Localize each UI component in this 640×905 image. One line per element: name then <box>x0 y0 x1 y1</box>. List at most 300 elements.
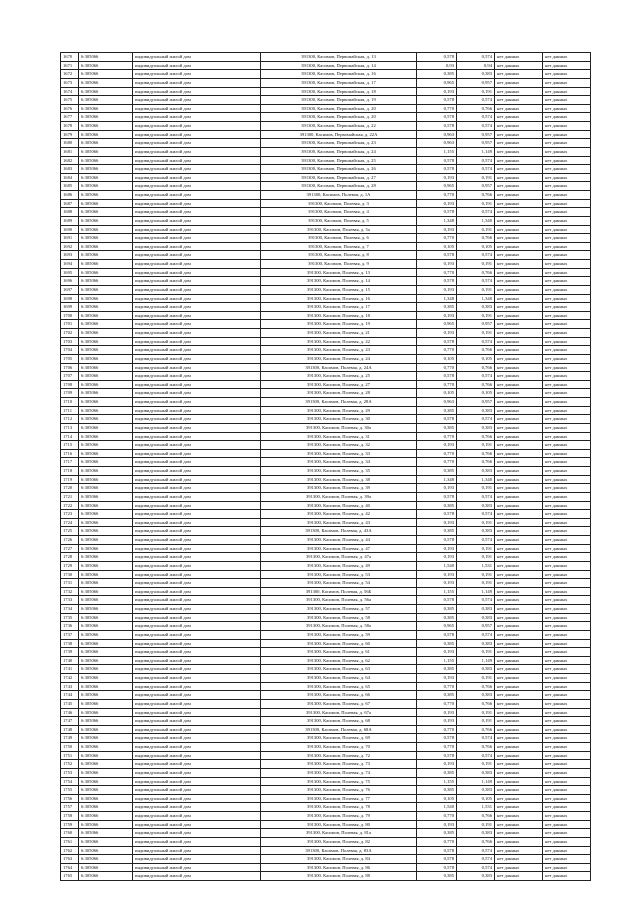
value-1-cell: 0,578 <box>417 846 457 855</box>
status-1-cell: нет данных <box>495 122 543 131</box>
status-1-cell: нет данных <box>495 268 543 277</box>
table-row <box>61 717 591 726</box>
value-2-cell: 0,574 <box>457 536 495 545</box>
building-type-cell: индивидуальный жилой дом <box>133 743 261 752</box>
table-row <box>61 320 591 329</box>
address-cell: 391300, Касимов, Полевая, д. 33 <box>261 449 417 458</box>
building-type-cell: индивидуальный жилой дом <box>133 518 261 527</box>
row-number-cell: 1751 <box>61 751 79 760</box>
status-2-cell: нет данных <box>543 78 591 87</box>
building-type-cell: индивидуальный жилой дом <box>133 544 261 553</box>
cadastral-code-cell: 6:305066 <box>79 587 133 596</box>
status-2-cell: нет данных <box>543 294 591 303</box>
status-2-cell: нет данных <box>543 96 591 105</box>
value-1-cell: 0,193 <box>417 760 457 769</box>
value-2-cell: 0,105 <box>457 794 495 803</box>
status-2-cell: нет данных <box>543 329 591 338</box>
cadastral-code-cell: 6:305066 <box>79 165 133 174</box>
status-1-cell: нет данных <box>495 855 543 864</box>
value-2-cell: 0,191 <box>457 553 495 562</box>
value-1-cell: 1,155 <box>417 777 457 786</box>
building-type-cell: индивидуальный жилой дом <box>133 346 261 355</box>
value-2-cell: 1,531 <box>457 561 495 570</box>
status-1-cell: нет данных <box>495 544 543 553</box>
building-type-cell: индивидуальный жилой дом <box>133 596 261 605</box>
value-2-cell: 0,191 <box>457 260 495 269</box>
address-cell: 391300, Касимов, Полевая, д. 5 <box>261 216 417 225</box>
status-1-cell: нет данных <box>495 96 543 105</box>
value-1-cell: 0,385 <box>417 691 457 700</box>
address-cell: 391300, Касимов, Полевая, д. 21 <box>261 329 417 338</box>
table-row <box>61 510 591 519</box>
value-1-cell: 0,578 <box>417 251 457 260</box>
building-type-cell: индивидуальный жилой дом <box>133 96 261 105</box>
value-1-cell: 0,385 <box>417 786 457 795</box>
building-type-cell: индивидуальный жилой дом <box>133 61 261 70</box>
status-1-cell: нет данных <box>495 527 543 536</box>
address-cell: 391300, Касимов, Полевая, д. 73 <box>261 760 417 769</box>
value-1-cell: 0,770 <box>417 268 457 277</box>
value-1-cell: 0,193 <box>417 570 457 579</box>
row-number-cell: 1763 <box>61 855 79 864</box>
value-2-cell: 0,766 <box>457 380 495 389</box>
row-number-cell: 1680 <box>61 139 79 148</box>
cadastral-code-cell: 6:305066 <box>79 768 133 777</box>
value-1-cell: 0,193 <box>417 553 457 562</box>
status-1-cell: нет данных <box>495 674 543 683</box>
value-2-cell: 0,574 <box>457 630 495 639</box>
status-1-cell: нет данных <box>495 78 543 87</box>
value-2-cell: 0,574 <box>457 251 495 260</box>
table-row <box>61 699 591 708</box>
cadastral-code-cell: 6:305066 <box>79 458 133 467</box>
building-type-cell: индивидуальный жилой дом <box>133 768 261 777</box>
building-type-cell: индивидуальный жилой дом <box>133 872 261 881</box>
row-number-cell: 1715 <box>61 441 79 450</box>
address-cell: 391300, Касимов, Полевая, д. 18 <box>261 311 417 320</box>
status-1-cell: нет данных <box>495 441 543 450</box>
table-row <box>61 268 591 277</box>
address-cell: 391300, Касимов, Полевая, д. 17 <box>261 303 417 312</box>
building-type-cell: индивидуальный жилой дом <box>133 70 261 79</box>
value-2-cell: 0,383 <box>457 665 495 674</box>
value-2-cell: 0,191 <box>457 199 495 208</box>
status-2-cell: нет данных <box>543 544 591 553</box>
status-1-cell: нет данных <box>495 760 543 769</box>
value-2-cell: 0,957 <box>457 139 495 148</box>
status-2-cell: нет данных <box>543 251 591 260</box>
table-row <box>61 441 591 450</box>
building-type-cell: индивидуальный жилой дом <box>133 622 261 631</box>
row-number-cell: 1747 <box>61 717 79 726</box>
value-2-cell: 0,105 <box>457 389 495 398</box>
status-1-cell: нет данных <box>495 398 543 407</box>
address-cell: 391300, Касимов, Полевая, д. 43 <box>261 518 417 527</box>
row-number-cell: 1753 <box>61 768 79 777</box>
cadastral-code-cell: 6:305066 <box>79 501 133 510</box>
value-1-cell: 0,385 <box>417 70 457 79</box>
table-row <box>61 725 591 734</box>
cadastral-code-cell: 6:305066 <box>79 674 133 683</box>
building-type-cell: индивидуальный жилой дом <box>133 751 261 760</box>
status-2-cell: нет данных <box>543 708 591 717</box>
status-1-cell: нет данных <box>495 147 543 156</box>
value-1-cell: 0,578 <box>417 630 457 639</box>
value-2-cell: 0,191 <box>457 708 495 717</box>
value-1-cell: 0,578 <box>417 122 457 131</box>
table-row <box>61 354 591 363</box>
status-1-cell: нет данных <box>495 872 543 881</box>
status-1-cell: нет данных <box>495 346 543 355</box>
table-row <box>61 501 591 510</box>
address-cell: 391300, Касимов, Полевая, д. 80 <box>261 820 417 829</box>
status-2-cell: нет данных <box>543 406 591 415</box>
address-cell: 391300, Касимов, Полевая, д. 56Б <box>261 587 417 596</box>
building-type-cell: индивидуальный жилой дом <box>133 639 261 648</box>
status-1-cell: нет данных <box>495 234 543 243</box>
status-2-cell: нет данных <box>543 536 591 545</box>
building-type-cell: индивидуальный жилой дом <box>133 863 261 872</box>
row-number-cell: 1681 <box>61 147 79 156</box>
address-cell: 391300, Касимов, Полевая, д. 3 <box>261 199 417 208</box>
status-1-cell: нет данных <box>495 104 543 113</box>
value-2-cell: 0,383 <box>457 691 495 700</box>
value-2-cell: 0,191 <box>457 329 495 338</box>
value-2-cell: 0,191 <box>457 173 495 182</box>
value-2-cell: 0,191 <box>457 579 495 588</box>
address-cell: 391300, Касимов, Полевая, д. 69 <box>261 734 417 743</box>
row-number-cell: 1740 <box>61 656 79 665</box>
cadastral-code-cell: 6:305066 <box>79 303 133 312</box>
cadastral-code-cell: 6:305066 <box>79 682 133 691</box>
status-1-cell: нет данных <box>495 596 543 605</box>
row-number-cell: 1743 <box>61 682 79 691</box>
table-row <box>61 329 591 338</box>
cadastral-code-cell: 6:305066 <box>79 510 133 519</box>
building-type-cell: индивидуальный жилой дом <box>133 242 261 251</box>
building-type-cell: индивидуальный жилой дом <box>133 104 261 113</box>
status-2-cell: нет данных <box>543 665 591 674</box>
row-number-cell: 1683 <box>61 165 79 174</box>
cadastral-code-cell: 6:305066 <box>79 484 133 493</box>
building-type-cell: индивидуальный жилой дом <box>133 777 261 786</box>
status-1-cell: нет данных <box>495 630 543 639</box>
cadastral-code-cell: 6:305066 <box>79 199 133 208</box>
cadastral-code-cell: 6:305066 <box>79 863 133 872</box>
value-1-cell: 1,155 <box>417 147 457 156</box>
building-type-cell: индивидуальный жилой дом <box>133 734 261 743</box>
table-row <box>61 173 591 182</box>
status-2-cell: нет данных <box>543 113 591 122</box>
value-2-cell: 0,957 <box>457 398 495 407</box>
status-2-cell: нет данных <box>543 165 591 174</box>
row-number-cell: 1736 <box>61 622 79 631</box>
status-1-cell: нет данных <box>495 130 543 139</box>
cadastral-code-cell: 6:305066 <box>79 743 133 752</box>
row-number-cell: 1707 <box>61 372 79 381</box>
row-number-cell: 1756 <box>61 794 79 803</box>
table-row <box>61 665 591 674</box>
building-type-cell: индивидуальный жилой дом <box>133 268 261 277</box>
row-number-cell: 1726 <box>61 536 79 545</box>
cadastral-code-cell: 6:305066 <box>79 354 133 363</box>
table-row <box>61 596 591 605</box>
table-row <box>61 78 591 87</box>
cadastral-code-cell: 6:305066 <box>79 630 133 639</box>
building-type-cell: индивидуальный жилой дом <box>133 484 261 493</box>
value-1-cell: 0,93 <box>417 61 457 70</box>
value-2-cell: 0,574 <box>457 96 495 105</box>
building-type-cell: индивидуальный жилой дом <box>133 329 261 338</box>
row-number-cell: 1699 <box>61 303 79 312</box>
status-1-cell: нет данных <box>495 682 543 691</box>
cadastral-code-cell: 6:305066 <box>79 855 133 864</box>
row-number-cell: 1712 <box>61 415 79 424</box>
address-cell: 391300, Касимов, Первомайская, д. 28 <box>261 182 417 191</box>
row-number-cell: 1741 <box>61 665 79 674</box>
value-1-cell: 0,193 <box>417 225 457 234</box>
row-number-cell: 1708 <box>61 380 79 389</box>
status-2-cell: нет данных <box>543 803 591 812</box>
value-1-cell: 0,578 <box>417 165 457 174</box>
building-type-cell: индивидуальный жилой дом <box>133 794 261 803</box>
building-type-cell: индивидуальный жилой дом <box>133 605 261 614</box>
address-cell: 391300, Касимов, Полевая, д. 78 <box>261 803 417 812</box>
table-row <box>61 104 591 113</box>
status-1-cell: нет данных <box>495 777 543 786</box>
address-cell: 391300, Касимов, Полевая, д. 47а <box>261 553 417 562</box>
cadastral-code-cell: 6:305066 <box>79 570 133 579</box>
status-2-cell: нет данных <box>543 87 591 96</box>
status-2-cell: нет данных <box>543 191 591 200</box>
table-row <box>61 863 591 872</box>
cadastral-code-cell: 6:305066 <box>79 561 133 570</box>
address-cell: 391300, Касимов, Полевая, д. 57 <box>261 605 417 614</box>
value-2-cell: 0,383 <box>457 872 495 881</box>
value-1-cell: 0,193 <box>417 717 457 726</box>
value-2-cell: 0,574 <box>457 415 495 424</box>
cadastral-code-cell: 6:305066 <box>79 251 133 260</box>
building-type-cell: индивидуальный жилой дом <box>133 225 261 234</box>
address-cell: 391300, Касимов, Полевая, д. 24 <box>261 354 417 363</box>
status-1-cell: нет данных <box>495 113 543 122</box>
building-type-cell: индивидуальный жилой дом <box>133 380 261 389</box>
building-type-cell: индивидуальный жилой дом <box>133 182 261 191</box>
building-type-cell: индивидуальный жилой дом <box>133 717 261 726</box>
value-1-cell: 0,385 <box>417 406 457 415</box>
table-row <box>61 122 591 131</box>
building-type-cell: индивидуальный жилой дом <box>133 311 261 320</box>
building-type-cell: индивидуальный жилой дом <box>133 527 261 536</box>
row-number-cell: 1717 <box>61 458 79 467</box>
value-1-cell: 0,578 <box>417 510 457 519</box>
cadastral-code-cell: 6:305066 <box>79 406 133 415</box>
address-cell: 391300, Касимов, Полевая, д. 31 <box>261 432 417 441</box>
row-number-cell: 1761 <box>61 837 79 846</box>
table-row <box>61 777 591 786</box>
value-1-cell: 0,578 <box>417 372 457 381</box>
row-number-cell: 1673 <box>61 78 79 87</box>
table-row <box>61 285 591 294</box>
status-1-cell: нет данных <box>495 156 543 165</box>
address-cell: 391300, Касимов, Первомайская, д. 20 <box>261 104 417 113</box>
cadastral-code-cell: 6:305066 <box>79 372 133 381</box>
address-cell: 391300, Касимов, Полевая, д. 8 <box>261 251 417 260</box>
value-2-cell: 0,191 <box>457 648 495 657</box>
value-1-cell: 0,105 <box>417 354 457 363</box>
address-cell: 391300, Касимов, Полевая, д. 22 <box>261 337 417 346</box>
status-2-cell: нет данных <box>543 829 591 838</box>
row-number-cell: 1721 <box>61 492 79 501</box>
value-2-cell: 1,149 <box>457 777 495 786</box>
status-1-cell: нет данных <box>495 225 543 234</box>
status-1-cell: нет данных <box>495 458 543 467</box>
value-2-cell: 0,191 <box>457 674 495 683</box>
value-2-cell: 0,383 <box>457 613 495 622</box>
status-1-cell: нет данных <box>495 87 543 96</box>
cadastral-code-cell: 6:305066 <box>79 820 133 829</box>
building-type-cell: индивидуальный жилой дом <box>133 415 261 424</box>
cadastral-code-cell: 6:305066 <box>79 544 133 553</box>
value-1-cell: 0,385 <box>417 467 457 476</box>
value-2-cell: 0,383 <box>457 467 495 476</box>
cadastral-code-cell: 6:305066 <box>79 467 133 476</box>
cadastral-code-cell: 6:305066 <box>79 656 133 665</box>
row-number-cell: 1677 <box>61 113 79 122</box>
value-2-cell: 0,191 <box>457 544 495 553</box>
address-cell: 391300, Касимов, Полевая, д. 70 <box>261 743 417 752</box>
value-1-cell: 0,770 <box>417 743 457 752</box>
value-1-cell: 0,770 <box>417 812 457 821</box>
value-2-cell: 0,191 <box>457 820 495 829</box>
value-1-cell: 0,578 <box>417 337 457 346</box>
address-cell: 391300, Касимов, Первомайская, д. 27 <box>261 173 417 182</box>
value-1-cell: 1,348 <box>417 216 457 225</box>
row-number-cell: 1694 <box>61 260 79 269</box>
cadastral-code-cell: 6:305066 <box>79 87 133 96</box>
status-1-cell: нет данных <box>495 734 543 743</box>
cadastral-code-cell: 6:305066 <box>79 639 133 648</box>
cadastral-code-cell: 6:305066 <box>79 363 133 372</box>
address-cell: 391300, Касимов, Полевая, д. 56а <box>261 596 417 605</box>
status-2-cell: нет данных <box>543 596 591 605</box>
status-2-cell: нет данных <box>543 242 591 251</box>
building-type-cell: индивидуальный жилой дом <box>133 441 261 450</box>
address-cell: 391300, Касимов, Полевая, д. 82 <box>261 837 417 846</box>
cadastral-code-cell: 6:305066 <box>79 837 133 846</box>
value-2-cell: 0,574 <box>457 122 495 131</box>
row-number-cell: 1734 <box>61 605 79 614</box>
value-1-cell: 0,385 <box>417 303 457 312</box>
value-2-cell: 0,574 <box>457 596 495 605</box>
row-number-cell: 1723 <box>61 510 79 519</box>
cadastral-code-cell: 6:305066 <box>79 449 133 458</box>
row-number-cell: 1716 <box>61 449 79 458</box>
value-1-cell: 0,385 <box>417 501 457 510</box>
building-type-cell: индивидуальный жилой дом <box>133 363 261 372</box>
building-type-cell: индивидуальный жилой дом <box>133 372 261 381</box>
value-1-cell: 0,105 <box>417 242 457 251</box>
status-2-cell: нет данных <box>543 182 591 191</box>
status-2-cell: нет данных <box>543 743 591 752</box>
row-number-cell: 1685 <box>61 182 79 191</box>
status-1-cell: нет данных <box>495 53 543 62</box>
value-1-cell: 0,770 <box>417 363 457 372</box>
row-number-cell: 1675 <box>61 96 79 105</box>
row-number-cell: 1760 <box>61 829 79 838</box>
table-row <box>61 553 591 562</box>
status-2-cell: нет данных <box>543 380 591 389</box>
status-1-cell: нет данных <box>495 199 543 208</box>
cadastral-code-cell: 6:305066 <box>79 475 133 484</box>
building-type-cell: индивидуальный жилой дом <box>133 665 261 674</box>
value-1-cell: 0,193 <box>417 484 457 493</box>
table-row <box>61 786 591 795</box>
value-1-cell: 0,965 <box>417 182 457 191</box>
cadastral-code-cell: 6:305066 <box>79 441 133 450</box>
status-2-cell: нет данных <box>543 768 591 777</box>
status-2-cell: нет данных <box>543 630 591 639</box>
table-row <box>61 492 591 501</box>
row-number-cell: 1678 <box>61 122 79 131</box>
building-type-cell: индивидуальный жилой дом <box>133 122 261 131</box>
status-2-cell: нет данных <box>543 199 591 208</box>
value-2-cell: 0,957 <box>457 130 495 139</box>
value-2-cell: 0,766 <box>457 234 495 243</box>
building-type-cell: индивидуальный жилой дом <box>133 354 261 363</box>
cadastral-code-cell: 6:305066 <box>79 622 133 631</box>
value-1-cell: 0,578 <box>417 156 457 165</box>
value-2-cell: 0,766 <box>457 837 495 846</box>
status-2-cell: нет данных <box>543 656 591 665</box>
building-type-cell: индивидуальный жилой дом <box>133 837 261 846</box>
status-2-cell: нет данных <box>543 398 591 407</box>
value-1-cell: 0,965 <box>417 78 457 87</box>
table-row <box>61 139 591 148</box>
cadastral-code-cell: 6:305066 <box>79 699 133 708</box>
table-row <box>61 130 591 139</box>
status-1-cell: нет данных <box>495 501 543 510</box>
row-number-cell: 1758 <box>61 812 79 821</box>
building-type-cell: индивидуальный жилой дом <box>133 492 261 501</box>
table-row <box>61 199 591 208</box>
status-1-cell: нет данных <box>495 191 543 200</box>
value-1-cell: 0,578 <box>417 492 457 501</box>
value-2-cell: 0,574 <box>457 156 495 165</box>
table-row <box>61 812 591 821</box>
status-2-cell: нет данных <box>543 527 591 536</box>
address-cell: 391300, Касимов, Полевая, д. 38 <box>261 475 417 484</box>
cadastral-code-cell: 6:305066 <box>79 78 133 87</box>
status-2-cell: нет данных <box>543 277 591 286</box>
table-row <box>61 449 591 458</box>
value-2-cell: 0,766 <box>457 725 495 734</box>
status-1-cell: нет данных <box>495 277 543 286</box>
row-number-cell: 1729 <box>61 561 79 570</box>
table-row <box>61 423 591 432</box>
row-number-cell: 1762 <box>61 846 79 855</box>
status-2-cell: нет данных <box>543 872 591 881</box>
table-row <box>61 630 591 639</box>
building-type-cell: индивидуальный жилой дом <box>133 294 261 303</box>
status-1-cell: нет данных <box>495 751 543 760</box>
row-number-cell: 1696 <box>61 277 79 286</box>
row-number-cell: 1698 <box>61 294 79 303</box>
address-cell: 391300, Касимов, Полевая, д. 68А <box>261 725 417 734</box>
value-2-cell: 0,191 <box>457 225 495 234</box>
status-1-cell: нет данных <box>495 165 543 174</box>
row-number-cell: 1674 <box>61 87 79 96</box>
